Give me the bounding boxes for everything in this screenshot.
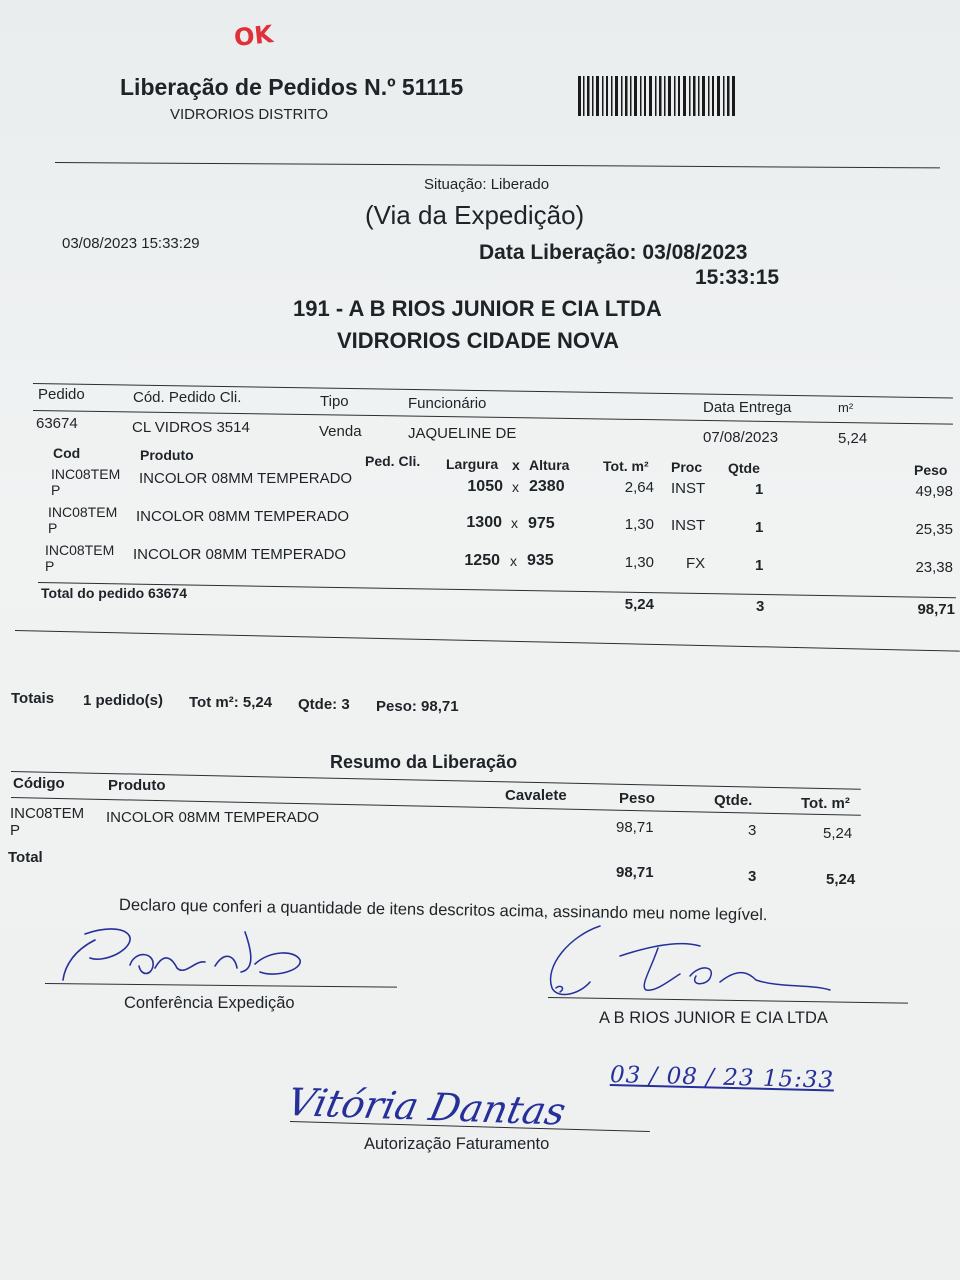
col-funcionario-header: Funcionário bbox=[408, 395, 487, 412]
order-total-peso: 98,71 bbox=[917, 601, 955, 618]
summary-cavalete-header: Cavalete bbox=[505, 787, 567, 804]
summary-qtde: 3 bbox=[748, 822, 757, 839]
item-peso: 49,98 bbox=[915, 483, 953, 500]
item-cod: INC08TEM bbox=[48, 504, 118, 520]
item-peso-header: Peso bbox=[914, 462, 948, 478]
item-largura-header: Largura bbox=[446, 456, 499, 472]
order-tipo: Venda bbox=[319, 423, 362, 440]
barcode bbox=[578, 76, 738, 116]
handwritten-date: 03 / 08 / 23 15:33 bbox=[609, 1062, 835, 1094]
summary-codigo-header: Código bbox=[13, 775, 65, 792]
item-qtde: 1 bbox=[755, 519, 764, 536]
order-pedido: 63674 bbox=[36, 415, 78, 432]
item-qtde: 1 bbox=[755, 481, 764, 498]
item-cod-cont: P bbox=[48, 520, 58, 536]
summary-total-peso: 98,71 bbox=[616, 864, 654, 881]
item-qtde-header: Qtde bbox=[728, 460, 760, 476]
status-label: Situação: Liberado bbox=[424, 176, 550, 193]
col-pedido-header: Pedido bbox=[38, 386, 85, 403]
summary-tot-m2-header: Tot. m² bbox=[801, 795, 850, 812]
item-peso: 25,35 bbox=[915, 521, 953, 538]
item-produto: INCOLOR 08MM TEMPERADO bbox=[139, 470, 353, 487]
summary-tot-m2: 5,24 bbox=[823, 825, 853, 842]
ok-handwritten-mark: OK bbox=[232, 20, 275, 52]
summary-peso: 98,71 bbox=[616, 819, 654, 836]
item-cod-header: Cod bbox=[53, 445, 81, 461]
item-x: x bbox=[512, 479, 519, 495]
item-altura: 975 bbox=[528, 515, 555, 532]
summary-total-qtde: 3 bbox=[748, 868, 757, 885]
item-altura: 935 bbox=[527, 552, 554, 569]
item-x-header: x bbox=[512, 457, 520, 473]
item-qtde: 1 bbox=[755, 557, 764, 574]
summary-total-label: Total bbox=[8, 849, 43, 866]
order-cod-pedido-cli: CL VIDROS 3514 bbox=[132, 419, 250, 436]
item-x: x bbox=[510, 553, 517, 569]
document-title: Liberação de Pedidos N.º 51115 bbox=[120, 74, 464, 100]
signature-label-authorization: Autorização Faturamento bbox=[364, 1135, 550, 1153]
totals-peso: Peso: 98,71 bbox=[376, 698, 459, 715]
order-total-label: Total do pedido 63674 bbox=[41, 585, 187, 601]
col-data-entrega-header: Data Entrega bbox=[703, 399, 792, 416]
item-x: x bbox=[511, 515, 518, 531]
signature-label-client: A B RIOS JUNIOR E CIA LTDA bbox=[599, 1009, 828, 1027]
summary-total-tot-m2: 5,24 bbox=[826, 871, 856, 888]
totals-qtde: Qtde: 3 bbox=[298, 696, 350, 713]
order-data-entrega: 07/08/2023 bbox=[703, 429, 779, 446]
item-cod-cont: P bbox=[51, 482, 61, 498]
item-proc: INST bbox=[671, 480, 706, 497]
totals-pedidos: 1 pedido(s) bbox=[83, 692, 164, 709]
item-peso: 23,38 bbox=[915, 559, 953, 576]
order-m2: 5,24 bbox=[838, 430, 868, 447]
release-time: 15:33:15 bbox=[695, 266, 780, 289]
col-cod-pedido-cli-header: Cód. Pedido Cli. bbox=[133, 389, 242, 406]
item-ped-cli-header: Ped. Cli. bbox=[365, 453, 421, 469]
item-proc-header: Proc bbox=[671, 459, 703, 475]
summary-produto: INCOLOR 08MM TEMPERADO bbox=[106, 809, 320, 826]
totals-label: Totais bbox=[11, 690, 55, 707]
col-tipo-header: Tipo bbox=[320, 393, 349, 410]
order-table-bottom-line bbox=[15, 630, 960, 652]
customer-name: 191 - A B RIOS JUNIOR E CIA LTDA bbox=[293, 296, 662, 321]
item-proc: INST bbox=[671, 517, 706, 534]
item-proc: FX bbox=[686, 555, 706, 572]
item-largura: 1250 bbox=[464, 552, 500, 569]
summary-peso-header: Peso bbox=[619, 790, 655, 807]
issuer-company: VIDRORIOS DISTRITO bbox=[170, 106, 329, 123]
item-produto-header: Produto bbox=[140, 447, 194, 463]
item-produto: INCOLOR 08MM TEMPERADO bbox=[136, 508, 350, 525]
item-largura: 1050 bbox=[467, 478, 503, 495]
item-altura-header: Altura bbox=[529, 457, 570, 473]
declaration-text: Declaro que conferi a quantidade de itens descritos acima, assinando meu nome legível. bbox=[118, 896, 768, 925]
release-date: Data Liberação: 03/08/2023 bbox=[479, 241, 748, 264]
summary-codigo-cont: P bbox=[10, 822, 21, 839]
summary-produto-header: Produto bbox=[108, 777, 166, 794]
copy-label: (Via da Expedição) bbox=[365, 200, 585, 230]
signature-label-conferencia: Conferência Expedição bbox=[124, 994, 295, 1012]
header-divider bbox=[55, 162, 940, 168]
order-total-m2: 5,24 bbox=[624, 596, 654, 613]
print-datetime: 03/08/2023 15:33:29 bbox=[62, 235, 200, 252]
signature-authorization: Vitória Dantas bbox=[283, 1080, 570, 1134]
totals-m2: Tot m²: 5,24 bbox=[189, 694, 273, 711]
order-funcionario: JAQUELINE DE bbox=[408, 425, 517, 442]
item-tot-m2: 2,64 bbox=[624, 479, 654, 496]
customer-branch: VIDRORIOS CIDADE NOVA bbox=[337, 328, 619, 353]
item-tot-m2-header: Tot. m² bbox=[603, 458, 649, 474]
item-produto: INCOLOR 08MM TEMPERADO bbox=[133, 546, 347, 563]
item-tot-m2: 1,30 bbox=[624, 554, 654, 571]
item-cod: INC08TEM bbox=[51, 466, 121, 482]
summary-codigo: INC08TEM bbox=[10, 805, 85, 822]
col-m2-header: m² bbox=[838, 400, 854, 415]
item-cod: INC08TEM bbox=[45, 542, 115, 558]
summary-title: Resumo da Liberação bbox=[330, 752, 518, 772]
item-tot-m2: 1,30 bbox=[624, 516, 654, 533]
item-cod-cont: P bbox=[45, 558, 55, 574]
summary-qtde-header: Qtde. bbox=[714, 792, 753, 809]
item-altura: 2380 bbox=[529, 478, 565, 495]
item-largura: 1300 bbox=[466, 514, 502, 531]
order-total-qtde: 3 bbox=[756, 598, 765, 615]
